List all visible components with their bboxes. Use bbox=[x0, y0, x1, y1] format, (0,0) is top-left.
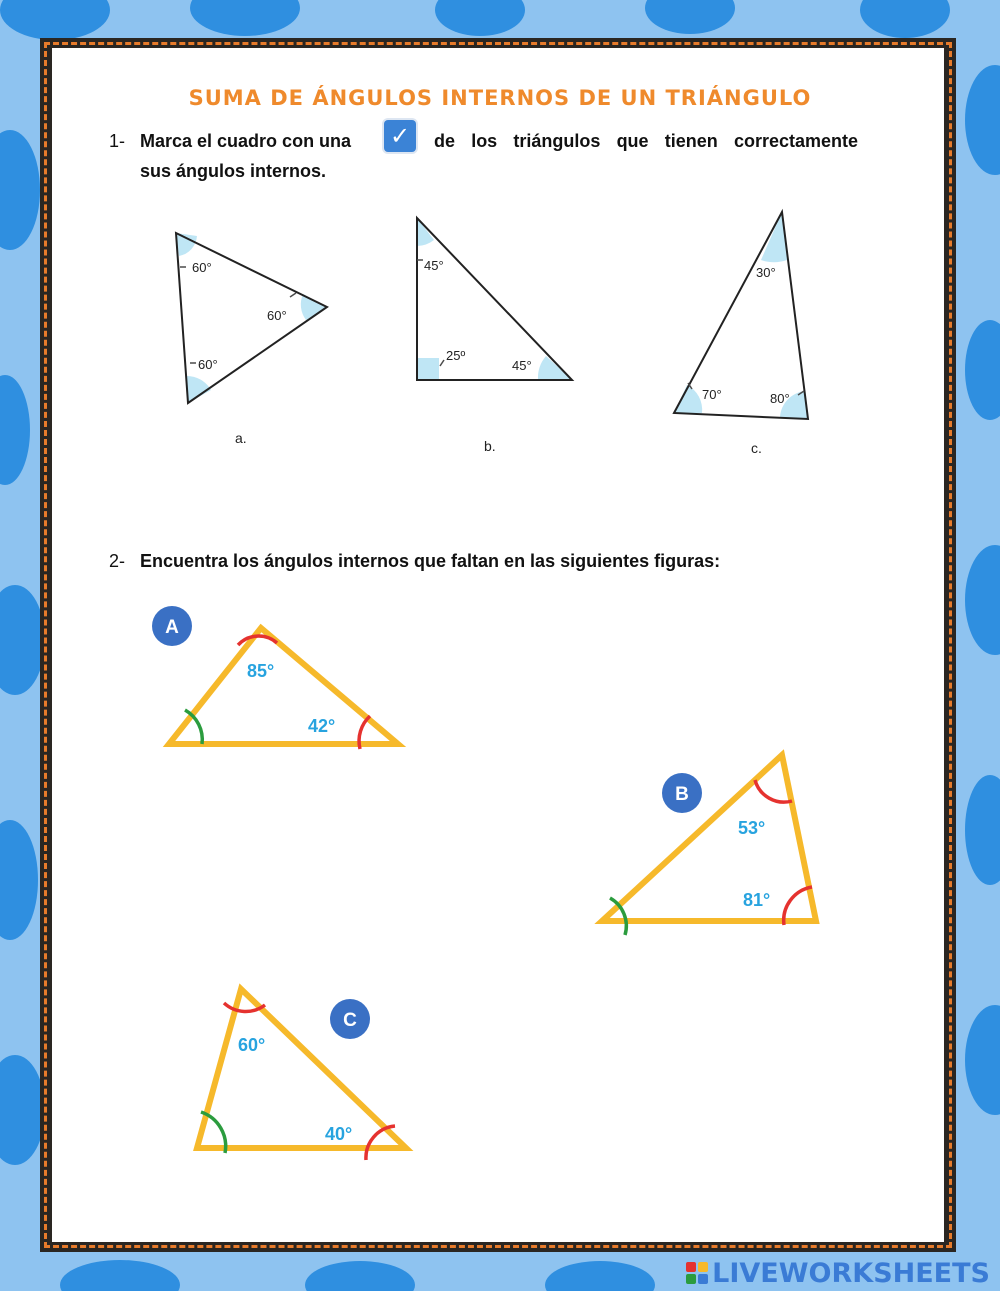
angle-label: 60° bbox=[267, 308, 287, 323]
angle-label: 60° bbox=[198, 357, 218, 372]
triangle-c-label: c. bbox=[751, 440, 762, 456]
question-1-number: 1- bbox=[109, 131, 126, 151]
triangle-a[interactable] bbox=[160, 220, 350, 420]
triangle-b-label: b. bbox=[484, 438, 496, 454]
triangle-b[interactable] bbox=[400, 210, 590, 390]
triangle-a-label: a. bbox=[235, 430, 247, 446]
figure-c[interactable] bbox=[170, 975, 435, 1170]
figure-c-badge: C bbox=[343, 1010, 357, 1031]
figure-a[interactable] bbox=[140, 598, 430, 773]
angle-label: 40° bbox=[325, 1124, 353, 1144]
question-1-text-line2: sus ángulos internos. bbox=[140, 161, 327, 181]
angle-label: 30° bbox=[756, 265, 776, 280]
angle-label: 80° bbox=[770, 391, 790, 406]
angle-label: 60° bbox=[238, 1035, 266, 1055]
liveworksheets-logo-icon bbox=[686, 1262, 708, 1284]
worksheet-title: SUMA DE ÁNGULOS INTERNOS DE UN TRIÁNGULO bbox=[188, 86, 812, 110]
angle-label: 60° bbox=[192, 260, 212, 275]
liveworksheets-logo[interactable] bbox=[686, 1259, 990, 1287]
angle-label: 85° bbox=[247, 661, 275, 681]
brand-text: LIVEWORKSHEETS bbox=[712, 1257, 990, 1289]
figure-b[interactable] bbox=[585, 745, 865, 945]
angle-label: 70° bbox=[702, 387, 722, 402]
angle-label: 45° bbox=[424, 258, 444, 273]
figure-a-badge: A bbox=[165, 617, 179, 638]
question-1-text-end: de los triángulos que tienen correctamente bbox=[434, 131, 858, 151]
angle-label: 45° bbox=[512, 358, 532, 373]
question-2-number: 2- bbox=[109, 551, 126, 571]
check-icon: ✓ bbox=[384, 120, 416, 152]
angle-label: 25º bbox=[446, 348, 466, 363]
question-1-text-start: Marca el cuadro con una bbox=[140, 131, 352, 151]
angle-label: 53° bbox=[738, 818, 766, 838]
triangle-c[interactable] bbox=[660, 205, 850, 430]
angle-label: 81° bbox=[743, 890, 771, 910]
angle-label: 42° bbox=[308, 716, 336, 736]
figure-b-badge: B bbox=[675, 784, 689, 805]
question-2-text: Encuentra los ángulos internos que faltan en las siguientes figuras: bbox=[140, 551, 721, 571]
